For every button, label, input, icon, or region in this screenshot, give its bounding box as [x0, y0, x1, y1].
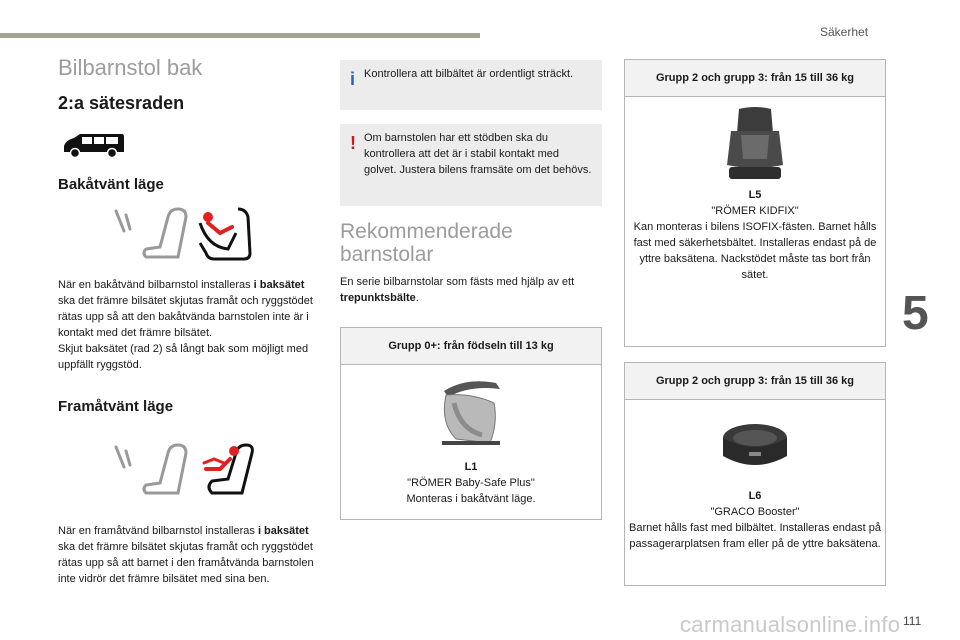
card-text [625, 187, 885, 283]
kidfix-seat-image [725, 105, 785, 185]
child-seat-card-l6 [624, 362, 886, 586]
forward-facing-heading: Framåtvänt läge [58, 398, 174, 415]
child-seat-card-l1 [340, 327, 602, 520]
seat-description: Monteras i bakåtvänt läge. [406, 493, 536, 505]
seat-description: Barnet hålls fast med bilbältet. Installeras endast på passagerarplatsen fram eller på de yttre baksätena. [629, 522, 881, 550]
recommended-intro: En serie bilbarnstolar som fästs med hjälp av ett trepunktsbälte. [340, 276, 575, 304]
seat-name: "GRACO Booster" [710, 506, 800, 518]
chapter-number: 5 [902, 287, 929, 340]
van-icon [60, 132, 126, 160]
card-header: Grupp 2 och grupp 3: från 15 till 36 kg [625, 60, 885, 97]
seat-code: L5 [748, 189, 762, 201]
warning-icon: ! [350, 133, 356, 153]
child-seat-card-l5 [624, 59, 886, 347]
seat-description: Kan monteras i bilens ISOFIX-fästen. Barnet hålls fast med säkerhetsbältet. Installeras endast på de yttre baksätena. Nackstödet måste tas bort från sätet. [633, 221, 877, 281]
warning-note-text: Om barnstolen har ett stödben ska du kontrollera att det är i stabil kontakt med golvet. Justera bilens framsäte om det behövs. [364, 132, 592, 176]
baby-seat-image [436, 373, 506, 449]
section-title: Säkerhet [820, 25, 869, 39]
warning-note [340, 124, 602, 206]
card-header: Grupp 2 och grupp 3: från 15 till 36 kg [625, 363, 885, 400]
seat-code: L6 [748, 490, 762, 502]
seat-name: "RÖMER Baby-Safe Plus" [407, 477, 535, 489]
top-accent-bar [0, 33, 480, 38]
recommended-title: Rekommenderade barnstolar [340, 220, 513, 266]
forward-facing-seat-illustration [108, 439, 258, 505]
booster-seat-image [715, 416, 795, 476]
page-number: 111 [903, 614, 922, 628]
rear-facing-paragraph-2: Skjut baksätet (rad 2) så långt bak som möjligt med uppfällt ryggstöd. [58, 343, 309, 371]
rear-facing-paragraph: När en bakåtvänd bilbarnstol installeras i baksätet ska det främre bilsätet skjutas framåt och ryggstödet rätas upp så att den bakåtvända barnstolen inte är i kontakt med det främre bilsätet. [58, 279, 313, 339]
rear-facing-seat-illustration [108, 203, 258, 269]
left-column [58, 55, 322, 587]
seat-name: "RÖMER KIDFIX" [711, 205, 799, 217]
second-row-heading: 2:a sätesraden [58, 93, 185, 113]
card-text [341, 459, 601, 507]
seat-code: L1 [464, 461, 478, 473]
rear-facing-heading: Bakåtvänt läge [58, 176, 164, 193]
card-text [625, 488, 885, 552]
info-note-text: Kontrollera att bilbältet är ordentligt sträckt. [364, 68, 574, 80]
info-icon: i [350, 69, 356, 89]
watermark: carmanualsonline.info [680, 612, 901, 637]
card-header: Grupp 0+: från födseln till 13 kg [341, 328, 601, 365]
info-note [340, 60, 602, 110]
page-title: Bilbarnstol bak [58, 55, 203, 80]
forward-facing-paragraph: När en framåtvänd bilbarnstol installeras i baksätet ska det främre bilsätet skjutas framåt och ryggstödet rätas upp så att barnet i den framåtvända barnstolen inte vidrör det främre bilsätet med sina ben. [58, 525, 314, 585]
